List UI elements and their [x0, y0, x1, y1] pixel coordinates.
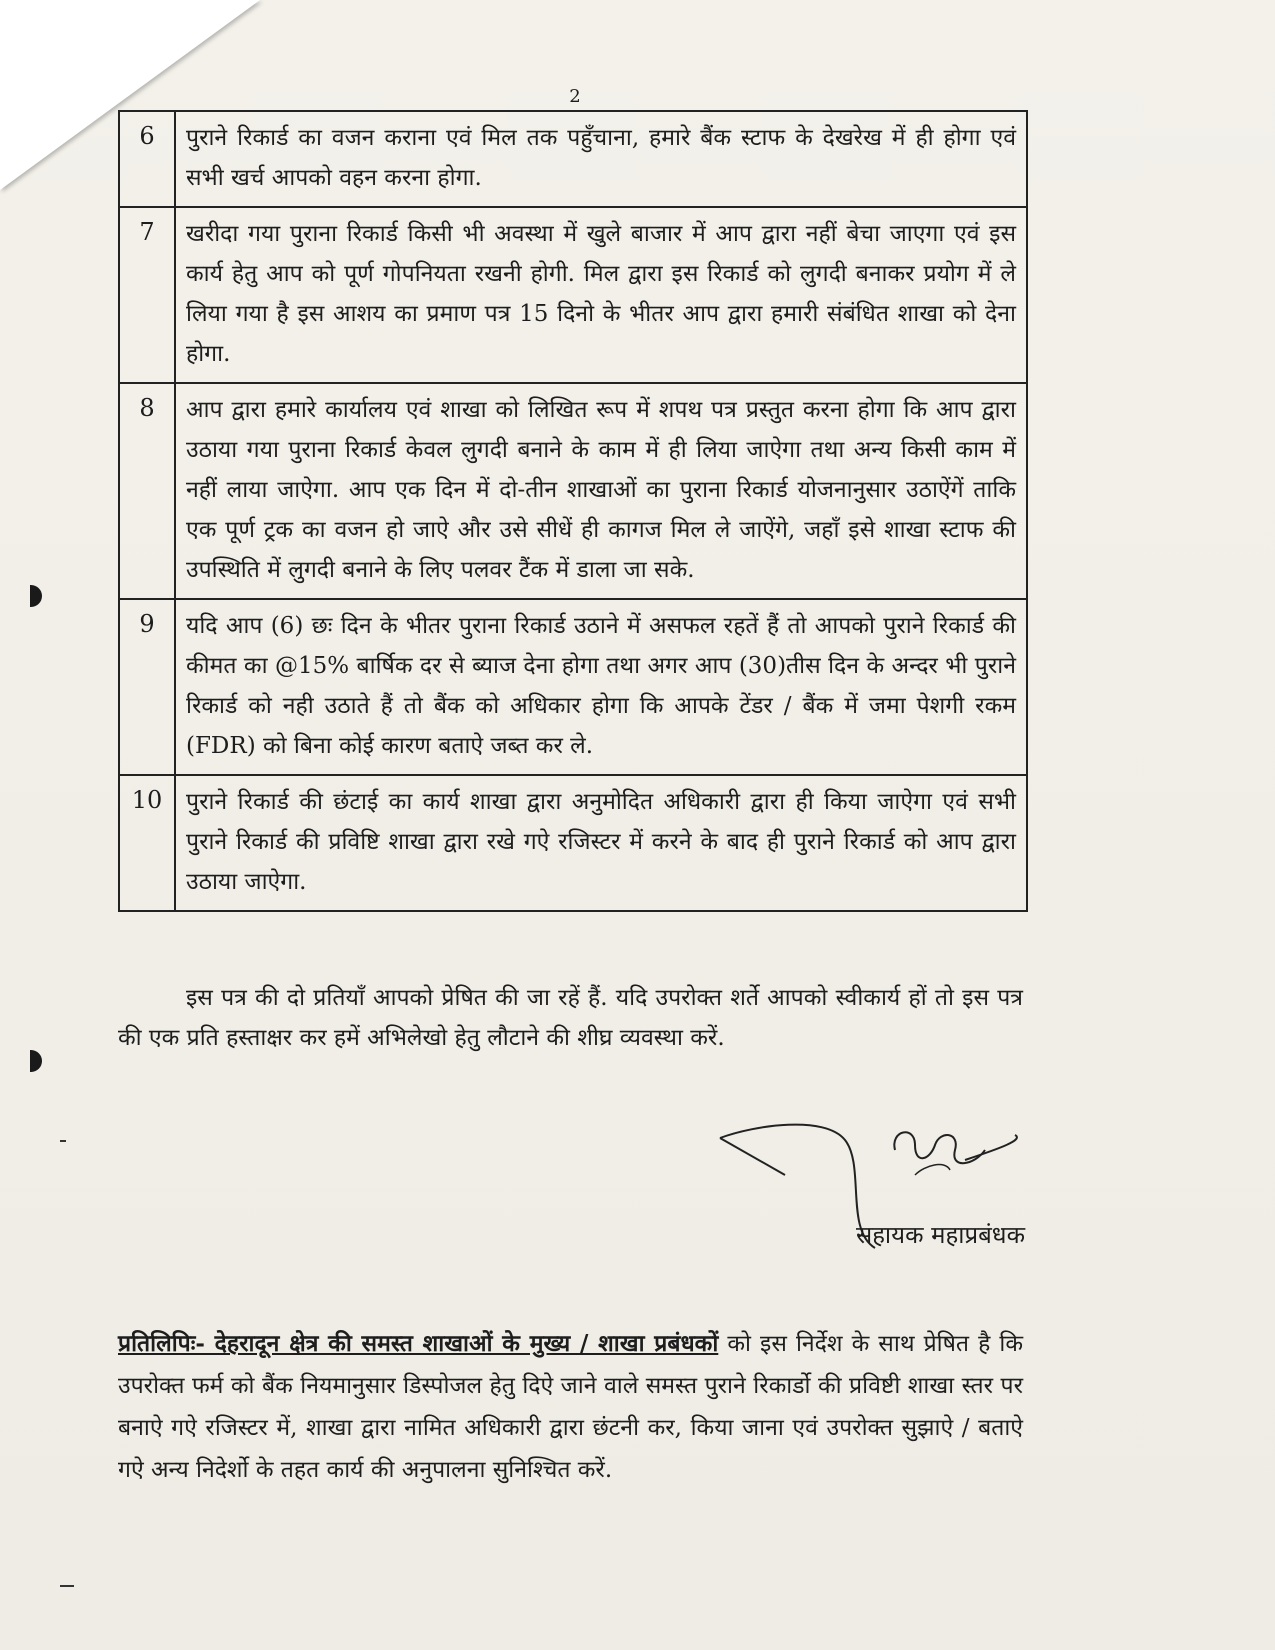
term-row-9 — [119, 599, 1027, 775]
term-text: आप द्वारा हमारे कार्यालय एवं शाखा को लिखित रूप में शपथ पत्र प्रस्तुत करना होगा कि आप द्वारा उठाया गया पुराना रिकार्ड केवल लुगदी बनाने के काम में ही लिया जाऐगा तथा अन्य किसी काम में नहीं लाया जाऐगा. आप एक दिन में दो-तीन शाखाओं का पुराना रिकार्ड योजनानुसार उठाऐंगें ताकि एक पूर्ण ट्रक का वजन हो जाऐ और उसे सीधें ही कागज मिल ले जाऐंगे, जहाँ इसे शाखा स्टाफ की उपस्थिति में लुगदी बनाने के लिए पलवर टैंक में डाला जा सके. — [175, 383, 1027, 599]
term-text: यदि आप (6) छः दिन के भीतर पुराना रिकार्ड उठाने में असफल रहतें हैं तो आपको पुराने रिकार्ड की कीमत का @15% बार्षिक दर से ब्याज देना होगा तथा अगर आप (30)तीस दिन के अन्दर भी पुराने रिकार्ड को नही उठाते हैं तो बैंक को अधिकार होगा कि आपके टेंडर / बैंक में जमा पेशगी रकम (FDR) को बिना कोई कारण बताऐ जब्त कर ले. — [175, 599, 1027, 775]
term-number: 8 — [119, 383, 175, 599]
terms-table — [118, 110, 1028, 912]
term-text: पुराने रिकार्ड का वजन कराना एवं मिल तक पहुँचाना, हमारे बैंक स्टाफ के देखरेख में ही होगा एवं सभी खर्च आपको वहन करना होगा. — [175, 111, 1027, 207]
page-number: 2 — [569, 86, 581, 107]
term-number: 9 — [119, 599, 175, 775]
term-number: 7 — [119, 207, 175, 383]
copy-to-heading: प्रतिलिपिः- देहरादून क्षेत्र की समस्त शाखाओं के मुख्य / शाखा प्रबंधकों — [118, 1330, 719, 1357]
term-number: 6 — [119, 111, 175, 207]
scan-speck — [60, 1585, 74, 1587]
term-row-6 — [119, 111, 1027, 207]
copy-to-note — [118, 1323, 1023, 1491]
punch-hole — [30, 585, 42, 607]
term-row-10 — [119, 775, 1027, 911]
scan-speck — [60, 1140, 66, 1142]
copy-to-body: को इस निर्देश के साथ प्रेषित है कि उपरोक्त फर्म को बैंक नियमानुसार डिस्पोजल हेतु दिऐ जाने वाले समस्त पुराने रिकार्डो की प्रविष्टी शाखा स्तर पर बनाऐ गऐ रजिस्टर में, शाखा द्वारा नामित अधिकारी द्वारा छंटनी कर, किया जाना एवं उपरोक्त सुझाऐ / बताऐ गऐ अन्य निदेर्शो के तहत कार्य की अनुपालना सुनिश्चित करें. — [118, 1331, 1023, 1483]
term-row-7 — [119, 207, 1027, 383]
term-row-8 — [119, 383, 1027, 599]
term-number: 10 — [119, 775, 175, 911]
term-text: पुराने रिकार्ड की छंटाई का कार्य शाखा द्वारा अनुमोदित अधिकारी द्वारा ही किया जाऐगा एवं सभी पुराने रिकार्ड की प्रविष्टि शाखा द्वारा रखे गऐ रजिस्टर में करने के बाद ही पुराने रिकार्ड को आप द्वारा उठाया जाऐगा. — [175, 775, 1027, 911]
term-text: खरीदा गया पुराना रिकार्ड किसी भी अवस्था में खुले बाजार में आप द्वारा नहीं बेचा जाएगा एवं इस कार्य हेतु आप को पूर्ण गोपनियता रखनी होगी. मिल द्वारा इस रिकार्ड को लुगदी बनाकर प्रयोग में ले लिया गया है इस आशय का प्रमाण पत्र 15 दिनो के भीतर आप द्वारा हमारी संबंधित शाखा को देना होगा. — [175, 207, 1027, 383]
signatory-designation: सहायक महाप्रबंधक — [855, 1221, 1025, 1249]
closing-paragraph: इस पत्र की दो प्रतियाँ आपको प्रेषित की जा रहें हैं. यदि उपरोक्त शर्ते आपको स्वीकार्य हों तो इस पत्र की एक प्रति हस्ताक्षर कर हमें अभिलेखो हेतु लौटाने की शीघ्र व्यवस्था करें. — [118, 985, 1023, 1051]
punch-hole — [30, 1050, 42, 1072]
